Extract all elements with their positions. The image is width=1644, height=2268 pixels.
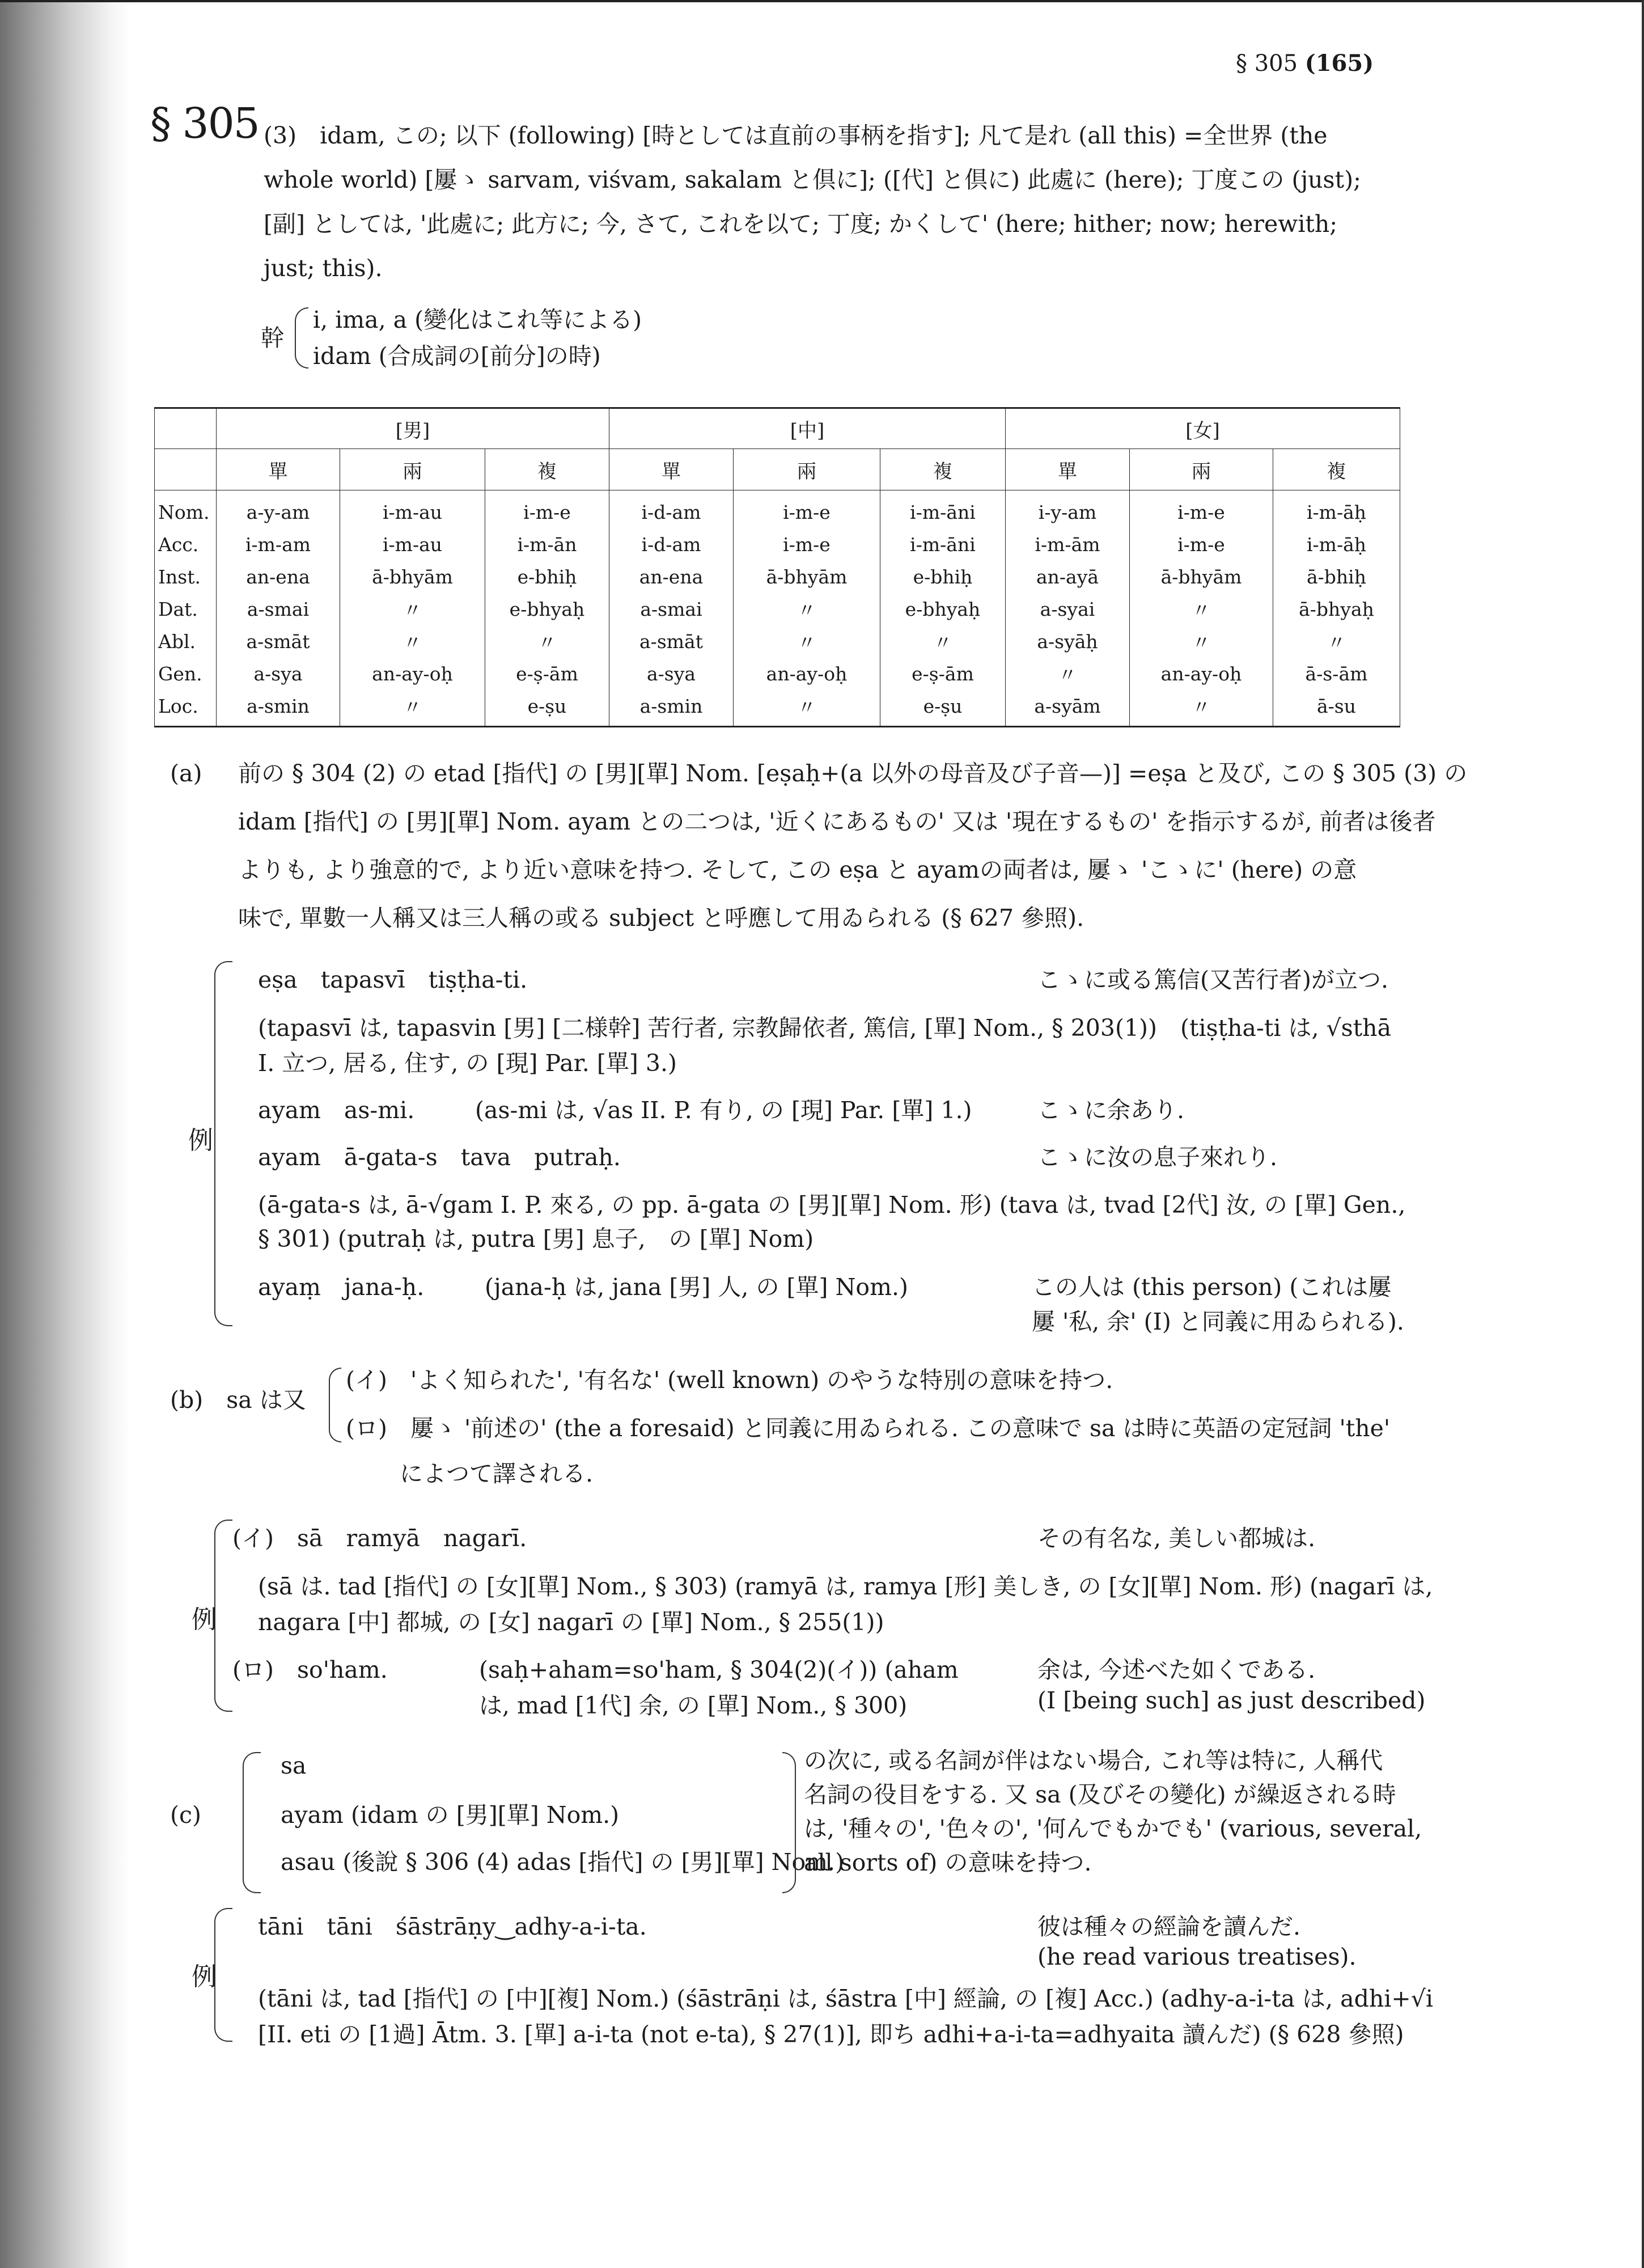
examples-c-label: 例 <box>192 1962 217 1991</box>
example-a2-translation: こゝに余あり. <box>1037 1097 1185 1124</box>
form-cell: an-ay-oḥ <box>340 658 485 690</box>
number-header: 兩 <box>1130 449 1273 490</box>
form-cell: e-bhyaḥ <box>880 593 1006 625</box>
corner-cell <box>155 408 217 449</box>
note-b-label: (b) sa は又 <box>170 1386 306 1414</box>
form-cell: a-smai <box>609 593 734 625</box>
note-a-line-4: 味で, 單數一人稱又は三人稱の或る subject と呼應して用ゐられる (§ 627 參照). <box>238 904 1084 932</box>
form-cell: i-m-āḥ <box>1273 528 1400 561</box>
stem-brace <box>295 307 308 369</box>
gender-neuter: [中] <box>609 408 1006 449</box>
form-cell: a-smāt <box>217 625 340 658</box>
number-header: 複 <box>880 449 1006 490</box>
note-c-label: (c) <box>170 1801 201 1829</box>
form-cell: ā-su <box>1273 690 1400 727</box>
form-cell: ā-bhyaḥ <box>1273 593 1400 625</box>
form-cell: e-ṣu <box>485 690 609 727</box>
form-cell: 〃 <box>340 593 485 625</box>
intro-line-1: (3) idam, この; 以下 (following) [時としては直前の事柄を指す]; 凡て是れ (all this) =全世界 (the <box>264 122 1328 149</box>
example-c1-translation-1: 彼は種々の經論を讀んだ. <box>1037 1913 1301 1940</box>
form-cell: e-bhiḥ <box>880 561 1006 593</box>
form-cell: 〃 <box>340 625 485 658</box>
example-c1-translation-2: (he read various treatises). <box>1037 1943 1357 1970</box>
example-a1-translation: こゝに或る篤信(又苦行者)が立つ. <box>1037 966 1389 993</box>
note-a-line-2: idam [指代] の [男][單] Nom. ayam との二つは, '近くにあるもの' 又は '現在するもの' を指示するが, 前者は後者 <box>238 808 1436 835</box>
form-cell: 〃 <box>340 690 485 727</box>
form-cell: i-m-e <box>1130 490 1273 529</box>
stem-line-1: i, ima, a (變化はこれ等による) <box>313 306 642 333</box>
example-a1-note-2: I. 立つ, 居る, 住す, の [現] Par. [單] 3.) <box>258 1050 677 1077</box>
note-c-right-1: の次に, 或る名詞が伴はない場合, これ等は特に, 人稱代 <box>804 1747 1383 1774</box>
gender-masculine: [男] <box>217 408 609 449</box>
case-label: Acc. <box>155 528 217 561</box>
form-cell: an-ay-oḥ <box>734 658 880 690</box>
form-cell: a-smāt <box>609 625 734 658</box>
examples-b-label: 例 <box>192 1605 217 1634</box>
form-cell: i-d-am <box>609 528 734 561</box>
note-b-item-ro-2: によつて譯される. <box>400 1460 594 1487</box>
case-label: Loc. <box>155 690 217 727</box>
form-cell: 〃 <box>880 625 1006 658</box>
example-c1: tāni tāni śāstrāṇy‿adhy-a-i-ta. <box>258 1913 647 1940</box>
form-cell: ā-bhyām <box>340 561 485 593</box>
intro-line-2: whole world) [屢ゝ sarvam, viśvam, sakalam と倶に]; ([代] と倶に) 此處に (here); 丁度この (just); <box>264 166 1361 193</box>
form-cell: a-syai <box>1006 593 1130 625</box>
form-cell: ā-s-ām <box>1273 658 1400 690</box>
note-c-item-1: sa <box>281 1752 307 1779</box>
form-cell: i-m-ān <box>485 528 609 561</box>
intro-line-3: [副] としては, '此處に; 此方に; 今, さて, これを以て; 丁度; かくして' (here; hither; now; herewith; <box>264 210 1338 238</box>
note-c-item-3: asau (後說 § 306 (4) adas [指代] の [男][單] Nom.) <box>281 1848 845 1876</box>
number-header: 兩 <box>340 449 485 490</box>
form-cell: e-bhyaḥ <box>485 593 609 625</box>
number-header: 單 <box>609 449 734 490</box>
stem-label: 幹 <box>261 324 284 352</box>
running-header <box>1236 50 1374 77</box>
form-cell: i-m-āni <box>880 490 1006 529</box>
form-cell: a-y-am <box>217 490 340 529</box>
form-cell: a-smin <box>217 690 340 727</box>
form-cell: a-syāḥ <box>1006 625 1130 658</box>
example-b1-translation: その有名な, 美しい都城は. <box>1037 1525 1316 1552</box>
note-a-label: (a) <box>170 760 202 787</box>
form-cell: ā-bhyām <box>734 561 880 593</box>
form-cell: e-ṣu <box>880 690 1006 727</box>
examples-c-brace <box>214 1908 232 2042</box>
note-c-left-brace <box>243 1752 261 1893</box>
form-cell: i-m-au <box>340 528 485 561</box>
example-a1: eṣa tapasvī tiṣṭha-ti. <box>258 966 528 993</box>
form-cell: an-ena <box>217 561 340 593</box>
form-cell: a-smai <box>217 593 340 625</box>
examples-a-brace <box>214 961 232 1326</box>
form-cell: 〃 <box>485 625 609 658</box>
page-gutter-shadow <box>0 0 130 2268</box>
number-header: 單 <box>1006 449 1130 490</box>
corner-cell-2 <box>155 449 217 490</box>
examples-b-brace <box>214 1520 232 1712</box>
header-page-number: (165) <box>1304 50 1374 77</box>
example-c1-note-1: (tāni は, tad [指代] の [中][複] Nom.) (śāstrāṇi は, śāstra [中] 經論, の [複] Acc.) (adhy-a-i-ta は, adhi+√i <box>258 1985 1433 2012</box>
form-cell: ā-bhyām <box>1130 561 1273 593</box>
form-cell: i-m-e <box>734 490 880 529</box>
form-cell: 〃 <box>1130 593 1273 625</box>
examples-a-label: 例 <box>188 1126 213 1155</box>
example-a1-note-1: (tapasvī は, tapasvin [男] [二様幹] 苦行者, 宗教歸依者, 篤信, [單] Nom., § 203(1)) (tiṣṭha-ti は, √sthā <box>258 1014 1392 1042</box>
example-a4-translation-1: この人は (this person) (これは屢 <box>1032 1273 1392 1301</box>
note-c-right-2: 名詞の役目をする. 又 sa (及びその變化) が繰返される時 <box>804 1781 1396 1808</box>
table-row <box>155 561 1400 593</box>
case-label: Nom. <box>155 490 217 529</box>
case-label: Dat. <box>155 593 217 625</box>
note-c-right-4: all sorts of) の意味を持つ. <box>804 1849 1092 1876</box>
form-cell: i-m-āḥ <box>1273 490 1400 529</box>
stem-line-2: idam (合成詞の[前分]の時) <box>313 342 601 370</box>
note-a-line-1: 前の § 304 (2) の etad [指代] の [男][單] Nom. [eṣaḥ+(a 以外の母音及び子音—)] =eṣa と及び, この § 305 (3) の <box>238 760 1468 787</box>
table-row <box>155 658 1400 690</box>
form-cell: a-sya <box>609 658 734 690</box>
form-cell: e-ṣ-ām <box>880 658 1006 690</box>
form-cell: 〃 <box>1273 625 1400 658</box>
example-b1-note-2: nagara [中] 都城, の [女] nagarī の [單] Nom., § 255(1)) <box>258 1609 884 1636</box>
example-b2-note-1: (saḥ+aham=so'ham, § 304(2)(イ)) (aham <box>479 1656 959 1683</box>
note-b-brace <box>329 1368 341 1442</box>
example-b2-note-2: は, mad [1代] 余, の [單] Nom., § 300) <box>479 1692 908 1719</box>
form-cell: i-m-e <box>734 528 880 561</box>
form-cell: 〃 <box>734 625 880 658</box>
example-b2-translation-2: (I [being such] as just described) <box>1037 1687 1426 1714</box>
note-a-line-3: よりも, より強意的で, より近い意味を持つ. そして, この eṣa と ayamの両者は, 屢ゝ 'こゝに' (here) の意 <box>238 856 1357 883</box>
example-a4-translation-2: 屢 '私, 余' (I) と同義に用ゐられる). <box>1032 1308 1404 1335</box>
example-b1: (イ) sā ramyā nagarī. <box>232 1525 527 1552</box>
form-cell: i-m-e <box>485 490 609 529</box>
example-a3: ayam ā-gata-s tava putraḥ. <box>258 1144 621 1171</box>
form-cell: 〃 <box>1130 625 1273 658</box>
form-cell: a-sya <box>217 658 340 690</box>
example-b2: (ロ) so'ham. <box>232 1656 388 1683</box>
form-cell: 〃 <box>734 593 880 625</box>
case-label: Abl. <box>155 625 217 658</box>
form-cell: a-smin <box>609 690 734 727</box>
form-cell: a-syām <box>1006 690 1130 727</box>
example-b2-translation-1: 余は, 今述べた如くである. <box>1037 1656 1316 1683</box>
form-cell: an-ay-oḥ <box>1130 658 1273 690</box>
number-header: 兩 <box>734 449 880 490</box>
table-row <box>155 690 1400 727</box>
form-cell: an-ena <box>609 561 734 593</box>
table-row <box>155 490 1400 529</box>
table-row <box>155 528 1400 561</box>
example-a3-translation: こゝに汝の息子來れり. <box>1037 1144 1278 1171</box>
form-cell: an-ayā <box>1006 561 1130 593</box>
form-cell: 〃 <box>1006 658 1130 690</box>
form-cell: e-ṣ-ām <box>485 658 609 690</box>
note-c-right-3: は, '種々の', '色々の', '何んでもかでも' (various, several, <box>804 1815 1422 1842</box>
form-cell: 〃 <box>1130 690 1273 727</box>
note-b-item-i: (イ) 'よく知られた', '有名な' (well known) のやうな特別の意味を持つ. <box>346 1366 1113 1394</box>
gender-feminine: [女] <box>1006 408 1400 449</box>
form-cell: i-m-ām <box>1006 528 1130 561</box>
form-cell: i-d-am <box>609 490 734 529</box>
form-cell: e-bhiḥ <box>485 561 609 593</box>
table-row <box>155 625 1400 658</box>
example-a2-note: (as-mi は, √as II. P. 有り, の [現] Par. [單] 1.) <box>475 1097 972 1124</box>
form-cell: 〃 <box>734 690 880 727</box>
note-c-item-2: ayam (idam の [男][單] Nom.) <box>281 1801 620 1829</box>
intro-line-4: just; this). <box>264 255 383 282</box>
example-c1-note-2: [II. eti の [1過] Ātm. 3. [單] a-i-ta (not e-ta), § 27(1)], 即ち adhi+a-i-ta=adhyaita 讀んだ) (§ 628 參照) <box>258 2021 1404 2048</box>
section-marker: § 305 <box>150 99 259 148</box>
form-cell: i-m-e <box>1130 528 1273 561</box>
case-label: Inst. <box>155 561 217 593</box>
example-a3-note-1: (ā-gata-s は, ā-√gam I. P. 來る, の pp. ā-gata の [男][單] Nom. 形) (tava は, tvad [2代] 汝, の [單] Gen., <box>258 1191 1406 1218</box>
table-row <box>155 593 1400 625</box>
form-cell: i-m-am <box>217 528 340 561</box>
page-right-edge <box>1642 0 1644 2268</box>
page-top-edge <box>0 0 1644 2</box>
example-a2: ayam as-mi. <box>258 1097 415 1124</box>
number-header: 複 <box>1273 449 1400 490</box>
form-cell: i-m-āni <box>880 528 1006 561</box>
note-c-right-brace <box>782 1752 796 1893</box>
header-section: § 305 <box>1236 50 1298 77</box>
example-a4-note: (jana-ḥ は, jana [男] 人, の [單] Nom.) <box>485 1273 909 1301</box>
note-b-item-ro-1: (ロ) 屢ゝ '前述の' (the a foresaid) と同義に用ゐられる. この意味で sa は時に英語の定冠詞 'the' <box>346 1415 1391 1442</box>
example-a3-note-2: § 301) (putraḥ は, putra [男] 息子, の [單] Nom) <box>258 1225 814 1253</box>
number-header: 單 <box>217 449 340 490</box>
example-a4: ayaṃ jana-ḥ. <box>258 1273 425 1301</box>
example-b1-note-1: (sā は. tad [指代] の [女][單] Nom., § 303) (ramyā は, ramya [形] 美しき, の [女][單] Nom. 形) (nagarī は, <box>258 1573 1433 1600</box>
form-cell: i-m-au <box>340 490 485 529</box>
case-label: Gen. <box>155 658 217 690</box>
form-cell: i-y-am <box>1006 490 1130 529</box>
number-header: 複 <box>485 449 609 490</box>
declension-table <box>154 407 1400 727</box>
form-cell: ā-bhiḥ <box>1273 561 1400 593</box>
